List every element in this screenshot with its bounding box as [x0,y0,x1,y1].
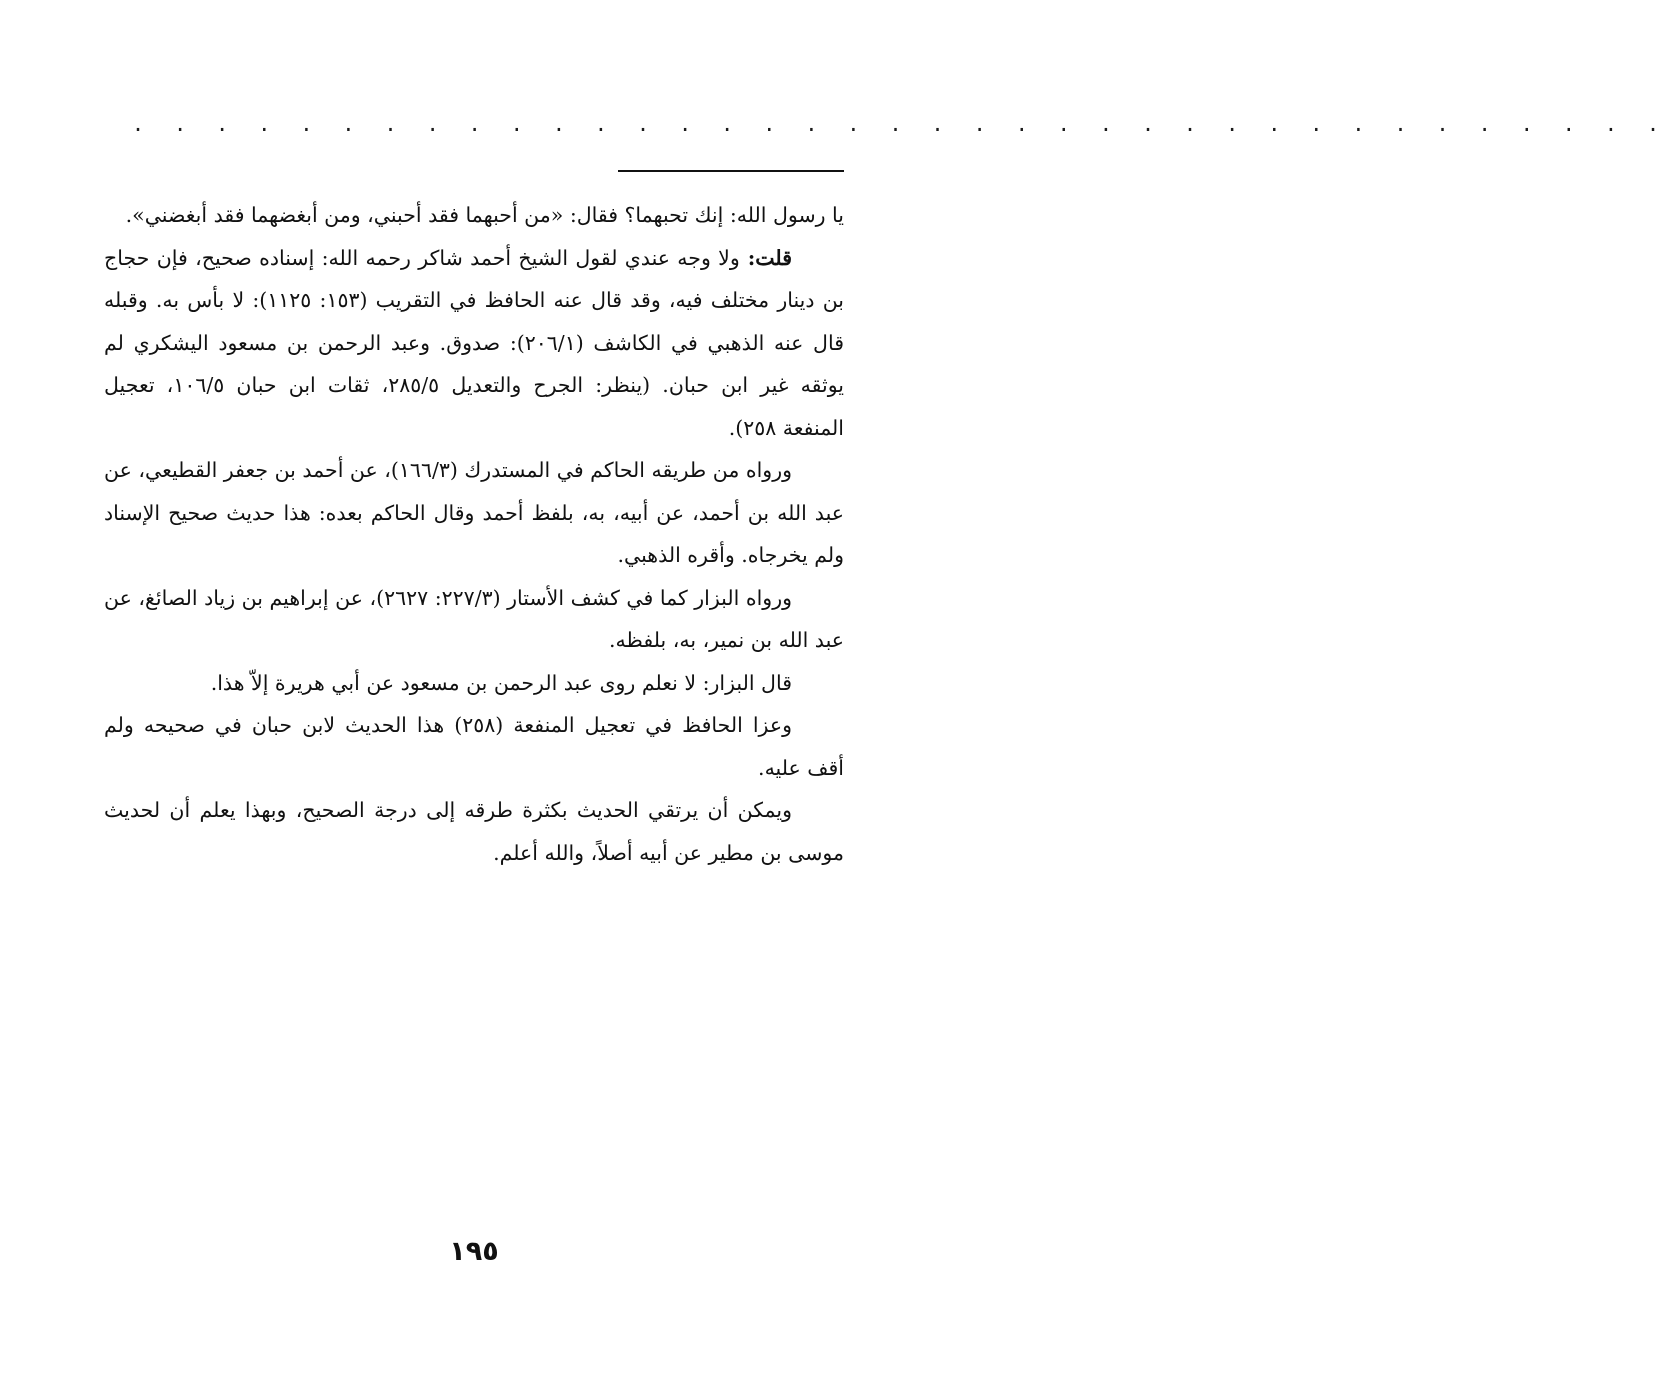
dotted-separator: . . . . . . . . . . . . . . . . . . . . . . . . . . . . . . . . . . . . . [132,112,1668,136]
footnote-rule [618,170,844,172]
footnote-body [104,194,844,874]
paragraph-2-lead: قلت: [739,245,793,270]
paragraph-4-text: ورواه البزار كما في كشف الأستار (٢٢٧/٣: ٢٦٢٧)، عن إبراهيم بن زياد الصائغ، عن عبد الله بن نمير، به، بلفظه. [104,585,844,652]
paragraph-7 [104,789,844,874]
paragraph-1 [104,194,844,237]
paragraph-5 [104,662,844,705]
paragraph-1-text: يا رسول الله: إنك تحبهما؟ فقال: «من أحبهما فقد أحبني، ومن أبغضهما فقد أبغضني». [125,203,844,227]
paragraph-4 [104,577,844,662]
paragraph-3-text: ورواه من طريقه الحاكم في المستدرك (١٦٦/٣)، عن أحمد بن جعفر القطيعي، عن عبد الله بن أحمد، عن أبيه، به، بلفظ أحمد وقال الحاكم بعده: هذا حديث صحيح الإسناد ولم يخرجاه. وأقره الذهبي. [104,458,844,567]
paragraph-2-text: ولا وجه عندي لقول الشيخ أحمد شاكر رحمه الله: إسناده صحيح، فإن حجاج بن دينار مختلف فيه، وقد قال عنه الحافظ في التقريب (١٥٣: ١١٢٥): لا بأس به. وقبله قال عنه الذهبي في الكاشف (٢٠٦/١): صدوق. وعبد الرحمن بن مسعود اليشكري لم يوثقه غير ابن حبان. (ينظر: الجرح والتعديل ٢٨٥/٥، ثقات ابن حبان ١٠٦/٥، تعجيل المنفعة ٢٥٨). [104,245,845,440]
page-number: ١٩٥ [449,1236,499,1267]
paragraph-6 [104,704,844,789]
paragraph-7-text: ويمكن أن يرتقي الحديث بكثرة طرقه إلى درجة الصحيح، وبهذا يعلم أن لحديث موسى بن مطير عن أبيه أصلاً، والله أعلم. [104,798,844,865]
paragraph-5-text: قال البزار: لا نعلم روى عبد الرحمن بن مسعود عن أبي هريرة إلاّ هذا. [210,670,792,695]
paragraph-2 [104,237,844,450]
paragraph-3 [104,449,844,577]
paragraph-6-text: وعزا الحافظ في تعجيل المنفعة (٢٥٨) هذا الحديث لابن حبان في صحيحه ولم أقف عليه. [104,713,844,780]
